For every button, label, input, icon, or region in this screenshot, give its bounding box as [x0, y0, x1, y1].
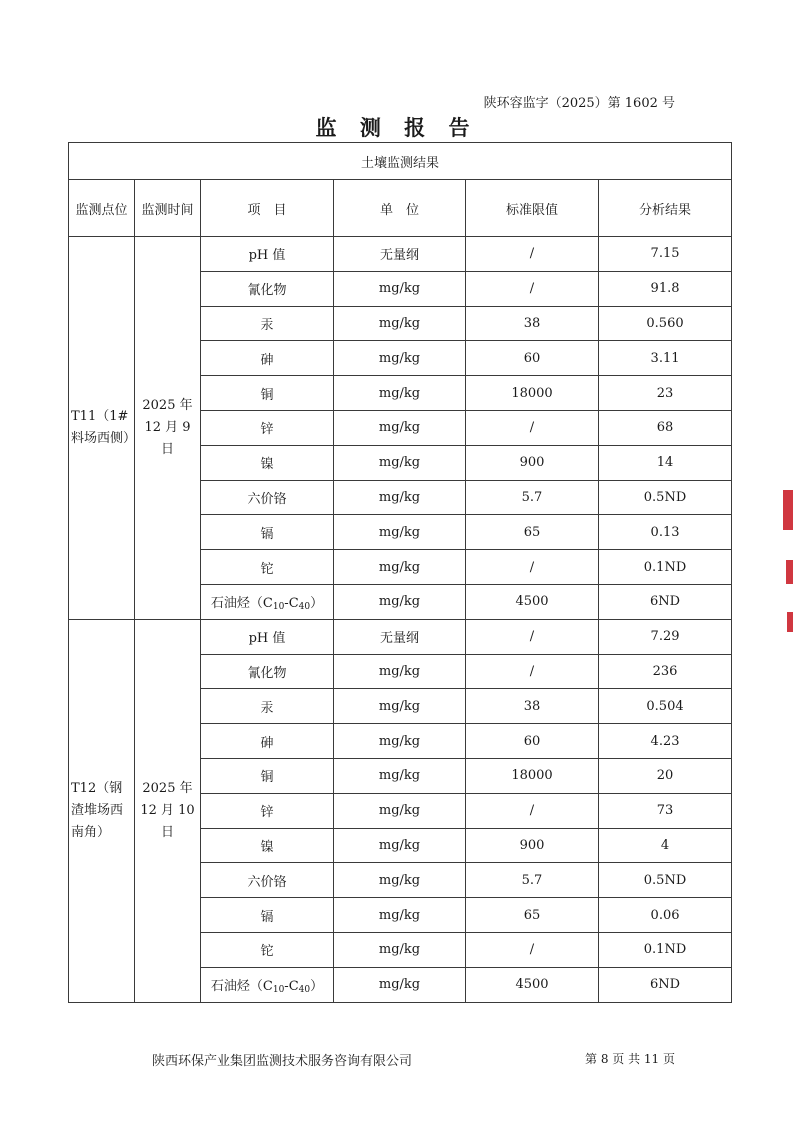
date-cell: 2025 年 12 月 9 日 [135, 237, 201, 620]
limit-cell: / [466, 793, 599, 828]
unit-cell: mg/kg [334, 271, 466, 306]
result-cell: 236 [599, 654, 732, 689]
unit-cell: mg/kg [334, 654, 466, 689]
limit-cell: 5.7 [466, 480, 599, 515]
unit-cell: mg/kg [334, 967, 466, 1002]
table-row [69, 619, 732, 654]
seal-edge-mark [787, 612, 793, 632]
limit-cell: / [466, 271, 599, 306]
item-cell: 六价铬 [201, 480, 334, 515]
item-cell: 锌 [201, 410, 334, 445]
limit-cell: / [466, 654, 599, 689]
result-cell: 14 [599, 445, 732, 480]
unit-cell: 无量纲 [334, 237, 466, 272]
result-cell: 23 [599, 376, 732, 411]
result-cell: 0.1ND [599, 932, 732, 967]
site-cell: T11（1#料场西侧） [69, 237, 135, 620]
footer-company: 陕西环保产业集团监测技术服务咨询有限公司 [152, 1054, 413, 1069]
column-header: 监测点位 [69, 180, 135, 237]
unit-cell: mg/kg [334, 306, 466, 341]
limit-cell: 900 [466, 445, 599, 480]
unit-cell: mg/kg [334, 828, 466, 863]
result-cell: 7.15 [599, 237, 732, 272]
unit-cell: mg/kg [334, 689, 466, 724]
unit-cell: mg/kg [334, 724, 466, 759]
result-cell: 0.13 [599, 515, 732, 550]
limit-cell: 65 [466, 898, 599, 933]
limit-cell: 18000 [466, 376, 599, 411]
item-cell: 汞 [201, 689, 334, 724]
limit-cell: 4500 [466, 967, 599, 1002]
seal-edge-mark [786, 560, 793, 584]
unit-cell: mg/kg [334, 341, 466, 376]
date-cell: 2025 年 12 月 10 日 [135, 619, 201, 1002]
item-cell: 镍 [201, 445, 334, 480]
item-cell: 砷 [201, 341, 334, 376]
item-cell: 铜 [201, 376, 334, 411]
item-cell: 铊 [201, 932, 334, 967]
limit-cell: / [466, 550, 599, 585]
page-number: 第 8 页 共 11 页 [585, 1052, 675, 1066]
item-cell: 镉 [201, 515, 334, 550]
unit-cell: mg/kg [334, 550, 466, 585]
result-cell: 68 [599, 410, 732, 445]
limit-cell: / [466, 237, 599, 272]
item-cell: 六价铬 [201, 863, 334, 898]
unit-cell: mg/kg [334, 898, 466, 933]
document-number: 陕环容监字（2025）第 1602 号 [483, 96, 675, 111]
unit-cell: mg/kg [334, 793, 466, 828]
unit-cell: mg/kg [334, 376, 466, 411]
item-cell: 石油烃$(C_{10}-C_{40})$ [201, 967, 334, 1002]
item-cell: 镉 [201, 898, 334, 933]
limit-cell: / [466, 932, 599, 967]
seal-edge-mark [783, 490, 793, 530]
unit-cell: mg/kg [334, 445, 466, 480]
unit-cell: mg/kg [334, 480, 466, 515]
limit-cell: 5.7 [466, 863, 599, 898]
result-cell: 0.560 [599, 306, 732, 341]
item-cell: 氰化物 [201, 654, 334, 689]
item-cell: 锌 [201, 793, 334, 828]
column-header: 标准限值 [466, 180, 599, 237]
limit-cell: / [466, 619, 599, 654]
column-header: 单 位 [334, 180, 466, 237]
limit-cell: 38 [466, 306, 599, 341]
result-cell: 3.11 [599, 341, 732, 376]
unit-cell: mg/kg [334, 932, 466, 967]
item-cell: 铜 [201, 758, 334, 793]
result-cell: 4.23 [599, 724, 732, 759]
result-cell: 6ND [599, 584, 732, 619]
unit-cell: mg/kg [334, 584, 466, 619]
limit-cell: 60 [466, 724, 599, 759]
result-cell: 0.1ND [599, 550, 732, 585]
item-cell: 石油烃$(C_{10}-C_{40})$ [201, 584, 334, 619]
limit-cell: 65 [466, 515, 599, 550]
column-header: 监测时间 [135, 180, 201, 237]
table-caption: 土壤监测结果 [69, 143, 732, 180]
column-header: 分析结果 [599, 180, 732, 237]
result-cell: 7.29 [599, 619, 732, 654]
limit-cell: 18000 [466, 758, 599, 793]
limit-cell: 60 [466, 341, 599, 376]
limit-cell: / [466, 410, 599, 445]
unit-cell: mg/kg [334, 410, 466, 445]
item-cell: 镍 [201, 828, 334, 863]
limit-cell: 38 [466, 689, 599, 724]
result-cell: 6ND [599, 967, 732, 1002]
item-cell: 氰化物 [201, 271, 334, 306]
result-cell: 0.06 [599, 898, 732, 933]
unit-cell: mg/kg [334, 515, 466, 550]
item-cell: pH 值 [201, 237, 334, 272]
unit-cell: 无量纲 [334, 619, 466, 654]
column-header: 项 目 [201, 180, 334, 237]
result-cell: 91.8 [599, 271, 732, 306]
page-title: 监 测 报 告 [315, 115, 478, 140]
limit-cell: 4500 [466, 584, 599, 619]
result-cell: 20 [599, 758, 732, 793]
result-cell: 0.5ND [599, 480, 732, 515]
result-cell: 0.504 [599, 689, 732, 724]
item-cell: 铊 [201, 550, 334, 585]
table-row [69, 237, 732, 272]
site-cell: T12（钢渣堆场西南角） [69, 619, 135, 1002]
limit-cell: 900 [466, 828, 599, 863]
soil-results-table [68, 142, 732, 1003]
unit-cell: mg/kg [334, 863, 466, 898]
result-cell: 0.5ND [599, 863, 732, 898]
result-cell: 73 [599, 793, 732, 828]
result-cell: 4 [599, 828, 732, 863]
unit-cell: mg/kg [334, 758, 466, 793]
item-cell: 汞 [201, 306, 334, 341]
item-cell: 砷 [201, 724, 334, 759]
item-cell: pH 值 [201, 619, 334, 654]
